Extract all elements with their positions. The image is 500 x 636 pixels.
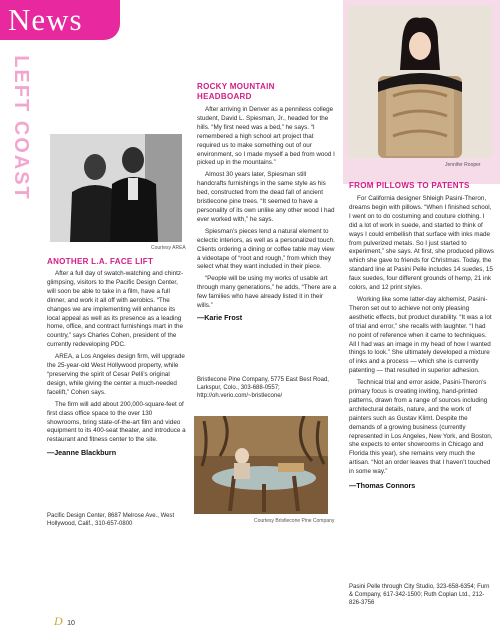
article-heading [197,82,337,102]
contact-address: Pacific Design Center, 8687 Melrose Ave., West Hollywood, Calif., 310-657-0800 [47,513,175,527]
paragraph: “People will be using my works of usable art through many generations,” he adds, “There are a few families who have already listed it in their wills.” [197,275,337,310]
photo-caption: Jennifer Rooper [445,162,481,168]
article-body [47,270,187,458]
photo-furniture-art [194,416,328,514]
article-heading: FROM PILLOWS TO PATENTS [349,181,470,190]
byline: —Thomas Connors [349,481,416,491]
photo-designer-portrait [348,6,492,158]
photo-furniture-showroom [194,416,328,514]
byline: —Jeanne Blackburn [47,448,117,458]
page-folio [54,612,75,630]
paragraph: AREA, a Los Angeles design firm, will upgrade the 25-year-old West Hollywood property, while “preserving the spirit of Cesar Pelli’s original design, while giving the center a much-needed facelift,” Cohen says. [47,353,185,396]
photo-two-men [50,134,182,242]
vertical-section-label: LEFT COAST [10,55,32,201]
paragraph: Almost 30 years later, Spiesman still handcrafts furnishings in the same style as his bed, constructed from the dead fall of ancient bristlecone pine trees. “It seemed to have a personality of its own unlike any other wood I had ever worked with,” he says. [197,171,335,223]
paragraph: After a full day of swatch-watching and chintz-glimpsing, visitors to the Pacific Design Center, will soon be able to take in a film, have a full dinner, and work it all off with aerobics. “The changes we are implementing will enhance its local appeal as well as its presence as a leading home, office, and contract furnishings mart in the country,” says Charles Cohen, president of the currently redeveloping PDC. [47,270,184,349]
paragraph: Technical trial and error aside, Pasini-Theron’s primary focus is creating inviting, hand-printed patterns, drawn from a range of sources including architectural details, nature, and the work of painters such as Gustav Klimt. Despite the demands of a growing business (currently represented in Los Angeles, New York, and Boston, she expects to enter showrooms in Chicago and Florida this year), she remains very much the artisan. “Not an order leaves that I haven’t touched in some way.” [349,379,493,476]
byline: —Karie Frost [197,312,243,322]
magazine-mark-icon: D [54,614,63,628]
contact-address: Bristlecone Pine Company, 5775 East Best Road, Larkspur, Colo., 303-688-0557; http://oh.verio.com/~bristlecone/ [197,377,329,399]
page-number: 10 [67,620,75,627]
paragraph: Spiesman’s pieces lend a natural element to eclectic interiors, as well as a personalized touch. Clients ordering a dining or coffee table may view a videotape of “root and rough,” from which they select what they want included in their piece. [197,227,335,271]
photo-caption: Courtesy AREA [151,245,186,251]
contact-address: Pasini Pelle through City Studio, 323-658-6354; Furn & Company, 617-342-1500; Ruth Coplan Ltd., 212-826-3756 [349,584,490,606]
section-title: News [8,2,83,37]
article-heading: ANOTHER L.A. FACE LIFT [47,257,154,266]
article-body [197,106,337,323]
photo-caption: Courtesy Bristlecone Pine Company [254,518,335,524]
heading-line: ROCKY MOUNTAIN [197,82,275,91]
heading-line: HEADBOARD [197,92,252,101]
paragraph: Working like some latter-day alchemist, Pasini-Theron set out to achieve not only pleasing aesthetic effects, but product durability. “It was a lot of trial and error,” she recalls with laughter. “I had no point of reference when it came to techniques. All I had was an image in my head of how I wanted things to look.” She ultimately developed a mixture of inks and a process — which she is currently patenting — that resulted in superior adhesion. [349,295,492,375]
portrait-art [348,6,492,158]
paragraph: After arriving in Denver as a penniless college student, David L. Spiesman, Jr., headed for the hills. “My first need was a bed,” he says. “I remembered a high school art project that required us to make something out of our environment, so I made myself a bed from wood I picked up in the mountains.” [197,106,335,167]
paragraph: The firm will add about 200,000-square-feet of first class office space to the over 130 showrooms, bring state-of-the-art film and video equipment to its 400-seat theater, and introduce a restaurant and fitness center to the site. [47,400,186,444]
article-body [349,195,494,491]
paragraph: For California designer Shleigh Pasini-Theron, dreams begin with pillows. “When I finished school, I went on to do costuming and couture clothing. I did a lot of work in suede, and started to think of ways I could embellish that surface with inks made from pulverized metals. So I just started to experiment,” she says. At first, she produced pillows which she gave to friends for Christmas. Today, the standard line at Pasini Pelle includes 14 suedes, 15 faux suedes, four different grounds of hemp, 21 ink colors, and 12 print styles. [349,195,494,292]
photo-two-men-art [50,134,182,242]
